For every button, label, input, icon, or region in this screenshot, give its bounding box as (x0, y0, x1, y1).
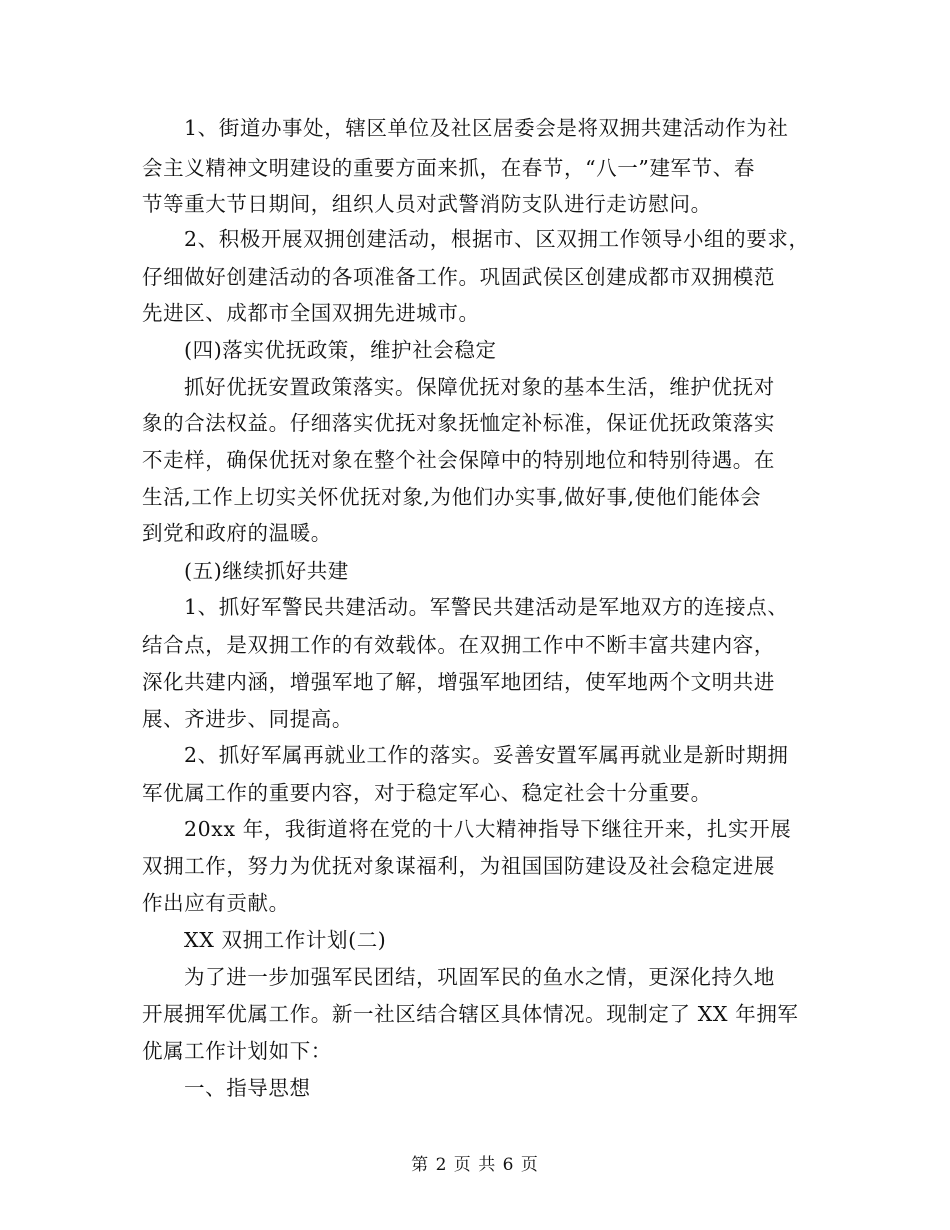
text-line: 象的合法权益。仔细落实优抚对象抚恤定补标准，保证优抚政策落实 (142, 411, 775, 435)
text-line: 双拥工作，努力为优抚对象谋福利，为祖国国防建设及社会稳定进展 (142, 854, 775, 878)
text-line: 为了进一步加强军民团结，巩固军民的鱼水之情，更深化持久地 (184, 965, 775, 989)
text-line: 会主义精神文明建设的重要方面来抓，在春节，“八一”建军节、春 (142, 156, 755, 180)
text-line: 不走样，确保优抚对象在整个社会保障中的特别地位和特别待遇。在 (142, 448, 775, 472)
text-line: 节等重大节日期间，组织人员对武警消防支队进行走访慰问。 (142, 192, 712, 216)
text-line: 开展拥军优属工作。新一社区结合辖区具体情况。现制定了 XX 年拥军 (142, 1002, 799, 1026)
text-line: 先进区、成都市全国双拥先进城市。 (142, 301, 480, 325)
text-line: 到党和政府的温暖。 (142, 521, 332, 545)
text-line: 结合点，是双拥工作的有效载体。在双拥工作中不断丰富共建内容， (142, 633, 775, 657)
text-line: 军优属工作的重要内容，对于稳定军心、稳定社会十分重要。 (142, 781, 712, 805)
text-line: 作出应有贡献。 (142, 891, 290, 915)
text-line: 抓好优抚安置政策落实。保障优抚对象的基本生活，维护优抚对 (184, 375, 775, 399)
section-heading: (五)继续抓好共建 (184, 559, 349, 583)
text-line: 1、街道办事处，辖区单位及社区居委会是将双拥共建活动作为社 (184, 116, 789, 140)
section-heading: 一、指导思想 (184, 1076, 311, 1100)
page-footer: 第 2 页 共 6 页 (411, 1155, 539, 1175)
text-line: 2、积极开展双拥创建活动，根据市、区双拥工作领导小组的要求， (184, 227, 810, 251)
text-line: 仔细做好创建活动的各项准备工作。巩固武侯区创建成都市双拥模范 (142, 265, 775, 289)
text-line: 1、抓好军警民共建活动。军警民共建活动是军地双方的连接点、 (184, 595, 789, 619)
text-line: 优属工作计划如下： (142, 1039, 332, 1063)
text-line: 20xx 年，我街道将在党的十八大精神指导下继往开来，扎实开展 (184, 817, 792, 841)
section-heading: XX 双拥工作计划(二) (184, 928, 387, 952)
text-line: 展、齐进步、同提高。 (142, 707, 353, 731)
text-line: 生活,工作上切实关怀优抚对象,为他们办实事,做好事,使他们能体会 (142, 485, 762, 509)
section-heading: (四)落实优抚政策，维护社会稳定 (184, 338, 497, 362)
text-line: 深化共建内涵，增强军地了解，增强军地团结，使军地两个文明共进 (142, 670, 775, 694)
text-line: 2、抓好军属再就业工作的落实。妥善安置军属再就业是新时期拥 (184, 743, 789, 767)
